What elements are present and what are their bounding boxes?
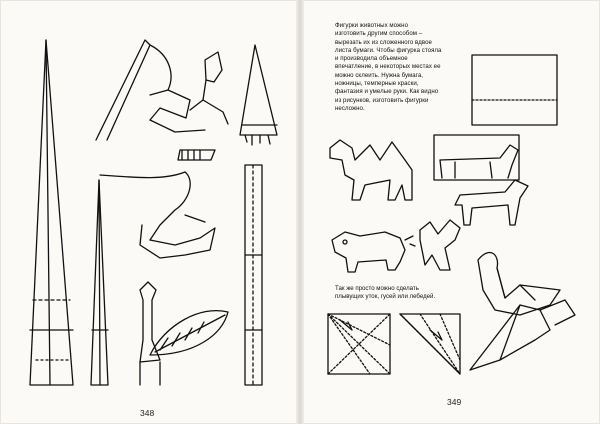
dove-illustration	[420, 220, 460, 270]
heron-cutout-illustration	[96, 40, 215, 160]
swan-bent-illustration	[100, 172, 215, 258]
intro-paragraph: Фигурки животных можно изготовить другим способом – вырезать их из сложенного вдвое листа бумаги. Чтобы фигурка стояла и производила объемное впечатление, в некоторых местах ее можно склеить. Нужна бумага, ножницы, темперные краски, фантазия и умелые руки. Как видно из рисунков, изготовить фигурки несложно.	[335, 22, 442, 112]
swan-paper-bird-illustration	[470, 300, 575, 370]
pillar-tall-illustration	[245, 165, 262, 385]
fold-diagram-2-illustration	[400, 314, 460, 374]
tree-cone-illustration	[240, 45, 277, 145]
horse-illustration	[455, 180, 528, 225]
tall-spire-illustration	[30, 40, 73, 385]
leaf-boat-illustration	[150, 311, 228, 355]
horse-in-paper-illustration	[434, 135, 519, 180]
page-number-left: 348	[140, 408, 155, 418]
page-number-right: 349	[447, 397, 462, 407]
giraffe-stick-illustration	[140, 282, 160, 385]
cone-pillar-illustration	[91, 180, 108, 385]
folded-sheet-illustration	[472, 55, 557, 125]
bird-caption: Так же просто можно сделать плывущих уток, гусей или лебедей.	[335, 285, 436, 301]
fold-diagram-1-illustration	[328, 314, 390, 374]
camel-illustration	[330, 140, 412, 200]
pig-illustration	[332, 232, 415, 272]
bird-top-illustration	[190, 52, 228, 124]
